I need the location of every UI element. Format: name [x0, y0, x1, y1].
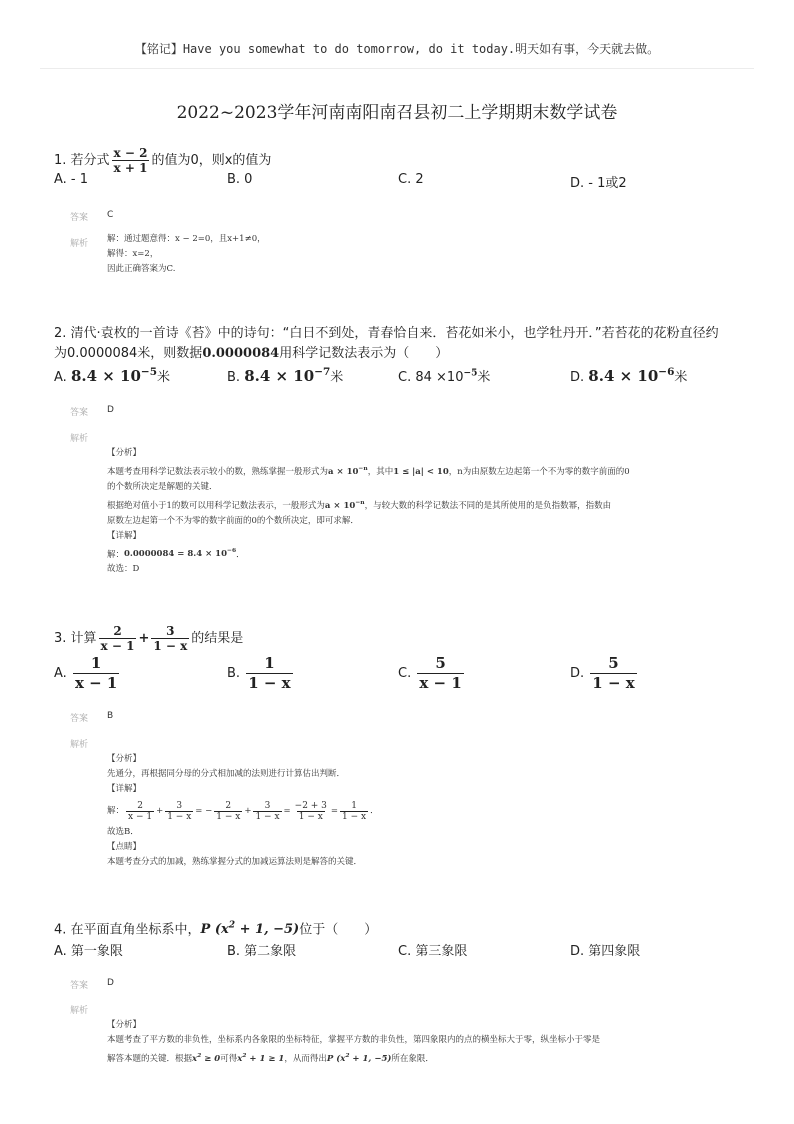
- q2-line-1: 2. 清代·袁枚的一首诗《苔》中的诗句：“白日不到处，青春恰自来．苔花如米小，也学牡丹开．”若苔花的花粉直径约: [54, 326, 719, 341]
- option-unit: 米: [674, 370, 688, 385]
- numerator: 2: [225, 800, 232, 811]
- math: P (x: [200, 922, 229, 938]
- q1-option-b[interactable]: B. 0: [227, 172, 253, 187]
- q3-solution-steps: [107, 797, 737, 825]
- q4-suffix: 位于（ ）: [299, 922, 378, 938]
- text: 解答本题的关键．根据: [107, 1053, 193, 1064]
- q4-option-c[interactable]: C. 第三象限: [398, 944, 468, 959]
- math: 0.0000084 = 8.4 × 10: [124, 549, 227, 560]
- option-label: C.: [398, 666, 412, 681]
- q3-answer: B: [107, 711, 114, 721]
- plus-sign: +: [138, 631, 150, 646]
- q3-options: [54, 654, 754, 694]
- q3-fraction-2: [151, 624, 189, 653]
- text: ，从而得出: [284, 1053, 327, 1064]
- text: 可得: [220, 1053, 238, 1064]
- math-exponent: −n: [355, 498, 365, 506]
- q3-fraction-1: [99, 624, 137, 653]
- denominator: x − 1: [419, 674, 462, 692]
- denominator: x − 1: [128, 811, 153, 822]
- math-exponent: 2: [197, 1052, 202, 1059]
- denominator: 1 − x: [592, 674, 635, 692]
- q3-prefix: 3. 计算: [54, 631, 97, 646]
- text: ，n为由原数左边起第一个不为零的数字前面的0: [448, 466, 630, 477]
- operator: =: [283, 805, 291, 816]
- text: 本题考查了平方数的非负性，坐标系内各象限的坐标特征，掌握平方数的非负性，第四象限内的点的横坐标大于零，纵坐标小于零是: [107, 1035, 601, 1045]
- q4-option-d[interactable]: D. 第四象限: [570, 944, 641, 959]
- text: 本题考查用科学记数法表示较小的数，熟练掌握一般形式为: [107, 466, 329, 477]
- q3-option-d[interactable]: [570, 654, 639, 693]
- math: + 1, −5): [349, 1053, 392, 1064]
- option-label: D.: [570, 370, 585, 385]
- option-label: B.: [227, 666, 241, 681]
- math-exponent: 2: [345, 1052, 350, 1059]
- denominator: x − 1: [100, 639, 135, 653]
- q2-option-b[interactable]: [227, 366, 343, 385]
- q2-analysis: [107, 446, 737, 577]
- denominator: 1 − x: [248, 674, 291, 692]
- numerator: 2: [113, 624, 122, 638]
- option-label: D.: [570, 666, 585, 681]
- math-exponent: 2: [242, 1052, 247, 1059]
- text: 所在象限．: [391, 1053, 434, 1064]
- denominator: 1 − x: [167, 811, 192, 822]
- q3-suffix: 的结果是: [191, 631, 244, 646]
- numerator: 1: [90, 654, 102, 672]
- q1-analysis-line: 因此正确答案为C.: [107, 264, 176, 274]
- math: ≥ 0: [201, 1053, 221, 1064]
- q4-prefix: 4. 在平面直角坐标系中，: [54, 922, 201, 938]
- denominator: 1 − x: [255, 811, 280, 822]
- q2-option-d[interactable]: [570, 366, 687, 385]
- option-label: B.: [227, 370, 241, 385]
- numerator: 3: [264, 800, 271, 811]
- q4-answer: D: [107, 978, 114, 988]
- math: + 1, −5): [235, 922, 300, 938]
- divider: [40, 68, 754, 69]
- q1-option-d[interactable]: D. - 1或2: [570, 176, 627, 191]
- q1-denominator: x + 1: [113, 161, 148, 175]
- option-base: 84 ×10: [415, 370, 464, 385]
- section-heading: 【分析】: [107, 1020, 142, 1030]
- q1-option-a[interactable]: A. - 1: [54, 172, 89, 187]
- math: P (x: [326, 1053, 346, 1064]
- numerator: 5: [435, 654, 446, 672]
- math: a × 10: [324, 500, 356, 511]
- q4-options: [54, 940, 754, 966]
- q4-analysis: [107, 1018, 737, 1067]
- section-heading: 【详解】: [107, 530, 142, 541]
- q1-analysis-line: 解得：x=2，: [107, 249, 159, 259]
- option-exponent: −6: [658, 366, 675, 378]
- text: 先通分，再根据同分母的分式相加减的法则进行计算估出判断．: [107, 769, 346, 779]
- q2-number: 0.0000084: [202, 346, 280, 361]
- math: a × 10: [328, 466, 359, 477]
- text: ，与较大数的科学记数法不同的是其所使用的是负指数幂，指数由: [364, 500, 612, 511]
- text: ，其中: [367, 466, 394, 477]
- section-heading: 【点睛】: [107, 842, 142, 852]
- math: x: [237, 1053, 243, 1064]
- q1-analysis-label: 解析: [70, 239, 89, 249]
- numerator: 3: [166, 624, 175, 638]
- text: 的个数所决定是解题的关键．: [107, 481, 218, 492]
- q3-analysis-label: 解析: [70, 740, 89, 750]
- motto: 【铭记】Have you somewhat to do tomorrow, do it today.明天如有事，今天就去做。: [134, 42, 660, 56]
- option-unit: 米: [157, 370, 171, 385]
- page-title: 2022~2023学年河南南阳南召县初二上学期期末数学试卷: [176, 103, 618, 123]
- q1-answer: C: [107, 210, 114, 220]
- q1-analysis-line: 解：通过题意得：x − 2=0，且x+1≠0，: [107, 234, 266, 244]
- option-label: C.: [398, 370, 412, 385]
- q2-answer: D: [107, 405, 114, 415]
- math: 1 ≤ |a| < 10: [393, 466, 449, 477]
- text: 解：: [107, 805, 125, 816]
- q2-option-a[interactable]: [54, 366, 170, 385]
- q1-options: [54, 172, 754, 198]
- conclusion: 故选B．: [107, 827, 139, 837]
- operator: = −: [195, 805, 213, 816]
- question-2: [54, 324, 754, 364]
- q4-answer-label: 答案: [70, 981, 89, 991]
- q1-prefix: 1. 若分式: [54, 153, 110, 168]
- option-unit: 米: [330, 370, 344, 385]
- option-unit: 米: [477, 370, 491, 385]
- numerator: −2 + 3: [294, 800, 327, 811]
- section-heading: 【详解】: [107, 784, 142, 794]
- q3-option-a[interactable]: [54, 654, 121, 693]
- q3-option-c[interactable]: [398, 654, 466, 693]
- q3-option-b[interactable]: [227, 654, 295, 693]
- option-label: A.: [54, 370, 67, 385]
- text: 根据绝对值小于1的数可以用科学记数法表示，一般形式为: [107, 500, 325, 511]
- q2-line-2-suffix: 用科学记数法表示为（ ）: [279, 346, 449, 361]
- option-exponent: −5: [140, 366, 158, 378]
- q2-analysis-label: 解析: [70, 434, 89, 444]
- text: 解：: [107, 549, 125, 560]
- math-exponent: −6: [227, 547, 237, 555]
- q1-suffix: 的值为0，则x的值为: [151, 153, 272, 168]
- math-exponent: 2: [228, 920, 236, 931]
- option-base: 8.4 × 10: [70, 367, 141, 385]
- conclusion: 故选：D: [107, 564, 140, 575]
- q4-option-a[interactable]: A. 第一象限: [54, 944, 123, 959]
- option-base: 8.4 × 10: [588, 367, 659, 385]
- numerator: 5: [608, 654, 619, 672]
- math: + 1 ≥ 1: [246, 1053, 285, 1064]
- text: 本题考查分式的加减，熟练掌握分式的加减运算法则是解答的关键．: [107, 857, 363, 867]
- operator: +: [156, 805, 164, 816]
- q3-answer-label: 答案: [70, 714, 89, 724]
- numerator: 1: [351, 800, 357, 811]
- math-exponent: −n: [358, 465, 368, 472]
- q1-analysis: [107, 232, 737, 277]
- denominator: 1 − x: [342, 811, 367, 822]
- q1-fraction: [112, 146, 150, 175]
- q1-numerator: x − 2: [113, 146, 148, 160]
- q1-option-c[interactable]: C. 2: [398, 172, 424, 187]
- text: ．: [236, 549, 245, 560]
- option-exponent: −7: [314, 366, 331, 378]
- question-3: [54, 624, 754, 653]
- q4-option-b[interactable]: B. 第二象限: [227, 944, 297, 959]
- question-1: [54, 146, 754, 175]
- denominator: x − 1: [74, 674, 118, 692]
- operator: +: [244, 805, 252, 816]
- question-4: [54, 916, 754, 940]
- numerator: 2: [137, 800, 143, 811]
- numerator: 3: [176, 800, 183, 811]
- q1-answer-label: 答案: [70, 213, 89, 223]
- q2-answer-label: 答案: [70, 408, 89, 418]
- operator: =: [330, 805, 339, 816]
- text: 原数左边起第一个不为零的数字前面的0的个数所决定，即可求解．: [107, 515, 359, 526]
- option-exponent: −5: [463, 367, 478, 379]
- q2-options: [54, 366, 754, 392]
- numerator: 1: [264, 654, 275, 672]
- q2-line-2-prefix: 为0.0000084米，则数据: [54, 346, 203, 361]
- q4-analysis-label: 解析: [70, 1006, 89, 1016]
- math: x: [192, 1053, 198, 1064]
- denominator: 1 − x: [216, 811, 241, 822]
- section-heading: 【分析】: [107, 448, 142, 458]
- q3-analysis: [107, 752, 737, 870]
- operator: ．: [370, 805, 379, 816]
- section-heading: 【分析】: [107, 754, 142, 764]
- q2-option-c[interactable]: [398, 366, 490, 385]
- option-label: A.: [54, 666, 67, 681]
- option-base: 8.4 × 10: [244, 367, 315, 385]
- denominator: 1 − x: [298, 811, 323, 822]
- denominator: 1 − x: [153, 639, 188, 653]
